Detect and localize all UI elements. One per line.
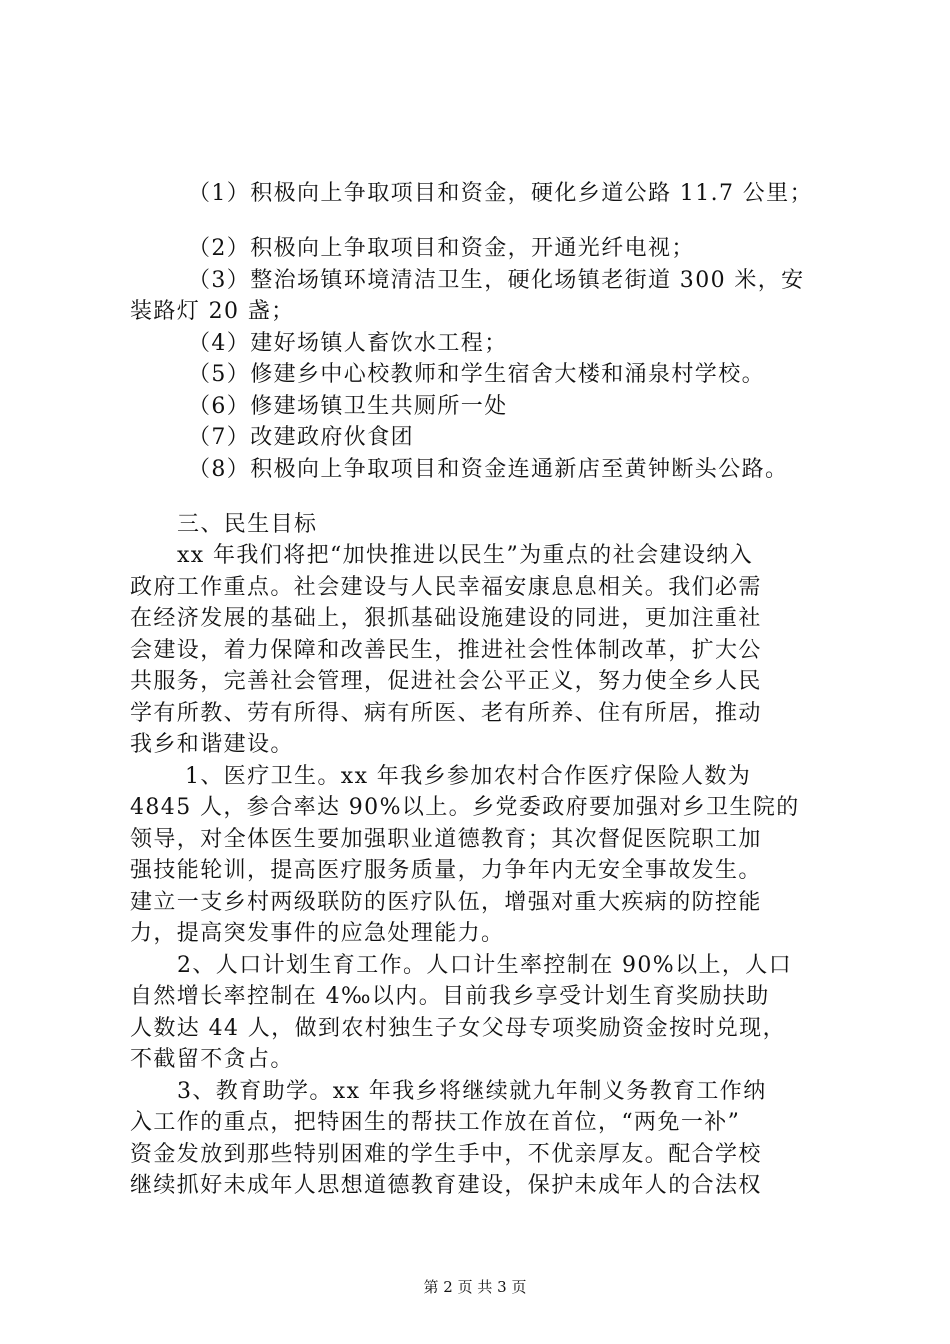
text-line: （8）积极向上争取项目和资金连通新店至黄钟断头公路。 xyxy=(188,457,789,482)
text-line: 1、医疗卫生。xx 年我乡参加农村合作医疗保险人数为 xyxy=(185,764,752,789)
text-line: xx 年我们将把“加快推进以民生”为重点的社会建设纳入 xyxy=(177,543,754,568)
text-line: 政府工作重点。社会建设与人民幸福安康息息相关。我们必需 xyxy=(130,575,762,600)
text-line: （3）整治场镇环境清洁卫生，硬化场镇老街道 300 米，安 xyxy=(188,268,805,293)
text-line: 入工作的重点，把特困生的帮扶工作放在首位，“两免一补” xyxy=(130,1110,741,1135)
text-line: 资金发放到那些特别困难的学生手中，不优亲厚友。配合学校 xyxy=(130,1142,762,1167)
text-line: 继续抓好未成年人思想道德教育建设，保护未成年人的合法权 xyxy=(130,1173,762,1198)
text-line: 建立一支乡村两级联防的医疗队伍，增强对重大疾病的防控能 xyxy=(130,890,762,915)
text-line: （4）建好场镇人畜饮水工程； xyxy=(188,331,508,356)
text-line: 不截留不贪占。 xyxy=(130,1047,294,1072)
text-line: （6）修建场镇卫生共厕所一处 xyxy=(188,394,508,419)
text-line: 共服务，完善社会管理，促进社会公平正义，努力使全乡人民 xyxy=(130,669,762,694)
text-line: 强技能轮训，提高医疗服务质量，力争年内无安全事故发生。 xyxy=(130,858,762,883)
text-line: 3、教育助学。xx 年我乡将继续就九年制义务教育工作纳 xyxy=(177,1079,767,1104)
section-heading: 三、民生目标 xyxy=(177,512,318,537)
text-line: 力，提高突发事件的应急处理能力。 xyxy=(130,921,505,946)
text-line: 2、人口计划生育工作。人口计生率控制在 90%以上，人口 xyxy=(177,953,793,978)
text-line: 我乡和谐建设。 xyxy=(130,732,294,757)
text-line: 学有所教、劳有所得、病有所医、老有所养、住有所居，推动 xyxy=(130,701,762,726)
text-line: （5）修建乡中心校教师和学生宿舍大楼和涌泉村学校。 xyxy=(188,362,765,387)
text-line: 自然增长率控制在 4‰以内。目前我乡享受计划生育奖励扶助 xyxy=(130,984,770,1009)
text-line: 4845 人，参合率达 90%以上。乡党委政府要加强对乡卫生院的 xyxy=(130,795,800,820)
text-line: 领导，对全体医生要加强职业道德教育；其次督促医院职工加 xyxy=(130,827,762,852)
text-line: 装路灯 20 盏； xyxy=(130,299,295,324)
text-line: （7）改建政府伙食团 xyxy=(188,425,414,450)
text-line: 在经济发展的基础上，狠抓基础设施建设的同进，更加注重社 xyxy=(130,606,762,631)
page-number: 第 2 页 共 3 页 xyxy=(423,1278,527,1296)
text-line: （1）积极向上争取项目和资金，硬化乡道公路 11.7 公里； xyxy=(188,181,813,206)
text-line: 人数达 44 人，做到农村独生子女父母专项奖励资金按时兑现， xyxy=(130,1016,786,1041)
text-line: （2）积极向上争取项目和资金，开通光纤电视； xyxy=(188,236,695,261)
text-line: 会建设，着力保障和改善民生，推进社会性体制改革，扩大公 xyxy=(130,638,762,663)
